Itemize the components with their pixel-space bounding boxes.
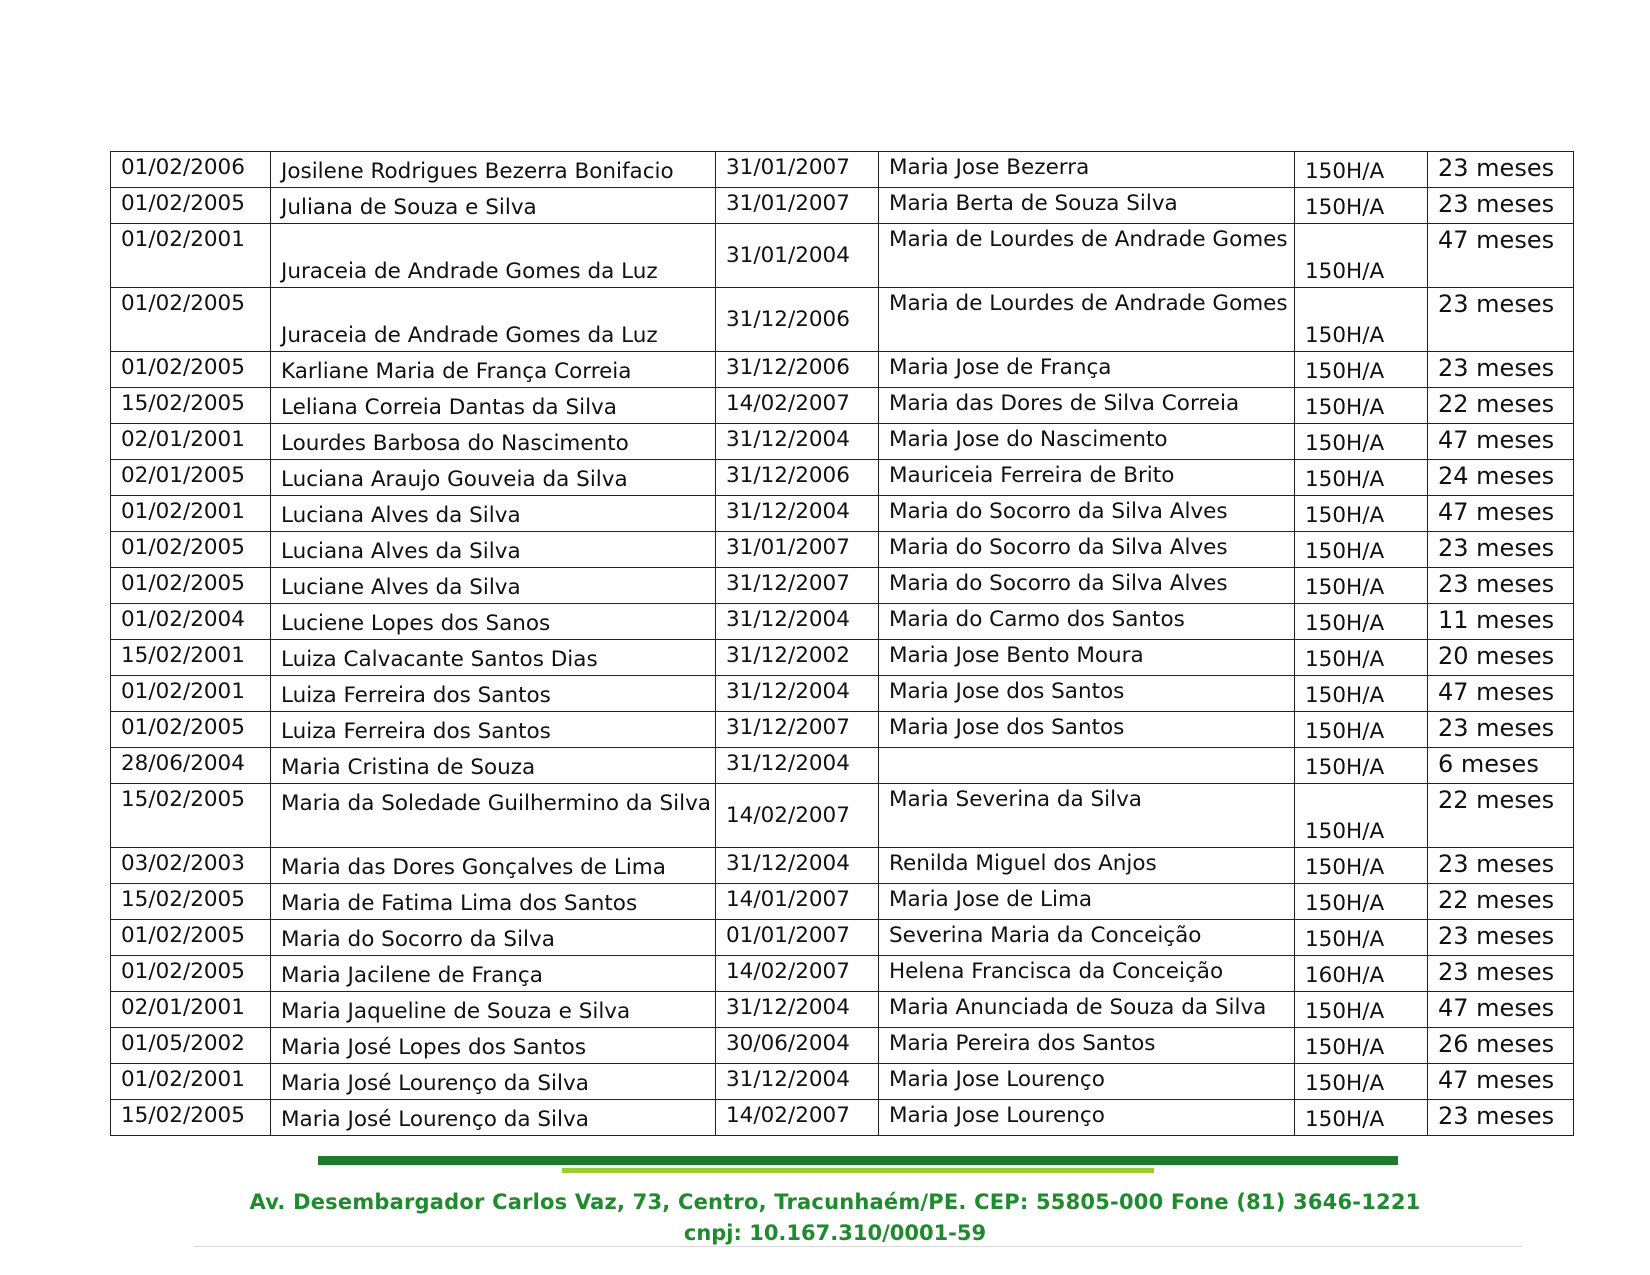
cell-hours: 150H/A [1295,1028,1428,1064]
cell-duration: 23 meses [1428,352,1574,388]
table-row [111,532,1574,568]
cell-duration: 23 meses [1428,288,1574,352]
cell-mother-name: Maria Jose dos Santos [879,712,1295,748]
cell-end-date: 31/12/2007 [716,568,879,604]
cell-end-date: 31/12/2004 [716,848,879,884]
table-row [111,920,1574,956]
cell-mother-name: Severina Maria da Conceição [879,920,1295,956]
cell-start-date: 01/02/2001 [111,676,271,712]
cell-end-date: 31/01/2004 [716,224,879,288]
table-row [111,568,1574,604]
cell-start-date: 03/02/2003 [111,848,271,884]
table-row [111,1064,1574,1100]
cell-mother-name: Maria Jose dos Santos [879,676,1295,712]
cell-duration: 47 meses [1428,676,1574,712]
table-row [111,1028,1574,1064]
cell-hours: 150H/A [1295,388,1428,424]
cell-end-date: 31/12/2006 [716,460,879,496]
records-body [111,152,1574,1136]
cell-hours: 150H/A [1295,496,1428,532]
cell-student-name: Maria José Lourenço da Silva [271,1064,716,1100]
cell-mother-name: Maria Berta de Souza Silva [879,188,1295,224]
cell-mother-name: Maria Anunciada de Souza da Silva [879,992,1295,1028]
cell-hours: 150H/A [1295,1100,1428,1136]
table-row [111,676,1574,712]
cell-duration: 23 meses [1428,712,1574,748]
table-row [111,460,1574,496]
cell-end-date: 31/12/2004 [716,604,879,640]
cell-duration: 22 meses [1428,388,1574,424]
cell-end-date: 14/02/2007 [716,1100,879,1136]
cell-end-date: 31/01/2007 [716,532,879,568]
cell-end-date: 31/12/2004 [716,992,879,1028]
cell-end-date: 01/01/2007 [716,920,879,956]
cell-duration: 11 meses [1428,604,1574,640]
cell-duration: 23 meses [1428,532,1574,568]
cell-hours: 150H/A [1295,568,1428,604]
cell-mother-name: Mauriceia Ferreira de Brito [879,460,1295,496]
footer-address: Av. Desembargador Carlos Vaz, 73, Centro, Tracunhaém/PE. CEP: 55805-000 Fone (81) 3646-1221 [249,1190,1421,1214]
cell-hours: 150H/A [1295,640,1428,676]
cell-mother-name: Maria Jose Bezerra [879,152,1295,188]
cell-student-name: Leliana Correia Dantas da Silva [271,388,716,424]
cell-mother-name: Maria do Socorro da Silva Alves [879,568,1295,604]
cell-hours: 160H/A [1295,956,1428,992]
cell-end-date: 31/12/2004 [716,676,879,712]
cell-hours: 150H/A [1295,920,1428,956]
cell-duration: 20 meses [1428,640,1574,676]
cell-duration: 47 meses [1428,224,1574,288]
cell-student-name: Karliane Maria de França Correia [271,352,716,388]
table-row [111,152,1574,188]
table-row [111,848,1574,884]
table-row [111,992,1574,1028]
cell-student-name: Juraceia de Andrade Gomes da Luz [271,288,716,352]
cell-start-date: 15/02/2005 [111,784,271,848]
cell-duration: 22 meses [1428,884,1574,920]
cell-hours: 150H/A [1295,992,1428,1028]
footer-divider [194,1246,1522,1247]
table-row [111,388,1574,424]
cell-hours: 150H/A [1295,848,1428,884]
cell-student-name: Maria de Fatima Lima dos Santos [271,884,716,920]
cell-end-date: 31/01/2007 [716,188,879,224]
cell-start-date: 01/02/2001 [111,1064,271,1100]
cell-start-date: 01/02/2001 [111,224,271,288]
cell-end-date: 30/06/2004 [716,1028,879,1064]
table-row [111,748,1574,784]
records-table [110,151,1574,1136]
cell-hours: 150H/A [1295,784,1428,848]
table-row [111,784,1574,848]
cell-student-name: Luiza Ferreira dos Santos [271,676,716,712]
cell-end-date: 31/12/2004 [716,424,879,460]
cell-start-date: 01/02/2005 [111,188,271,224]
cell-mother-name: Maria Pereira dos Santos [879,1028,1295,1064]
table-row [111,604,1574,640]
cell-mother-name: Renilda Miguel dos Anjos [879,848,1295,884]
cell-hours: 150H/A [1295,352,1428,388]
cell-end-date: 14/01/2007 [716,884,879,920]
cell-student-name: Maria das Dores Gonçalves de Lima [271,848,716,884]
cell-start-date: 15/02/2005 [111,884,271,920]
table-row [111,352,1574,388]
cell-start-date: 28/06/2004 [111,748,271,784]
cell-duration: 47 meses [1428,424,1574,460]
cell-start-date: 01/02/2005 [111,352,271,388]
cell-hours: 150H/A [1295,152,1428,188]
cell-student-name: Maria da Soledade Guilhermino da Silva [271,784,716,848]
cell-hours: 150H/A [1295,532,1428,568]
cell-duration: 23 meses [1428,1100,1574,1136]
cell-student-name: Luciane Alves da Silva [271,568,716,604]
cell-mother-name: Maria do Socorro da Silva Alves [879,496,1295,532]
cell-start-date: 01/02/2005 [111,532,271,568]
cell-end-date: 31/12/2006 [716,352,879,388]
cell-hours: 150H/A [1295,712,1428,748]
cell-student-name: Juliana de Souza e Silva [271,188,716,224]
cell-student-name: Luiza Calvacante Santos Dias [271,640,716,676]
table-row [111,640,1574,676]
cell-duration: 23 meses [1428,188,1574,224]
cell-start-date: 15/02/2005 [111,388,271,424]
cell-start-date: 01/02/2005 [111,288,271,352]
cell-hours: 150H/A [1295,884,1428,920]
cell-end-date: 31/12/2002 [716,640,879,676]
table-row [111,288,1574,352]
cell-end-date: 31/01/2007 [716,152,879,188]
cell-mother-name: Maria Jose de Lima [879,884,1295,920]
cell-mother-name: Maria Jose Lourenço [879,1100,1295,1136]
cell-mother-name: Helena Francisca da Conceição [879,956,1295,992]
cell-student-name: Luciana Araujo Gouveia da Silva [271,460,716,496]
table-row [111,1100,1574,1136]
cell-start-date: 15/02/2001 [111,640,271,676]
cell-duration: 47 meses [1428,1064,1574,1100]
cell-student-name: Luciene Lopes dos Sanos [271,604,716,640]
table-row [111,496,1574,532]
cell-hours: 150H/A [1295,460,1428,496]
cell-duration: 22 meses [1428,784,1574,848]
footer-bar-light [562,1168,1154,1173]
footer-cnpj: cnpj: 10.167.310/0001-59 [683,1221,987,1245]
cell-hours: 150H/A [1295,424,1428,460]
cell-student-name: Maria Jacilene de França [271,956,716,992]
cell-mother-name: Maria das Dores de Silva Correia [879,388,1295,424]
cell-duration: 47 meses [1428,992,1574,1028]
table-row [111,424,1574,460]
cell-hours: 150H/A [1295,288,1428,352]
cell-hours: 150H/A [1295,224,1428,288]
footer-bar-dark [318,1156,1398,1165]
cell-duration: 47 meses [1428,496,1574,532]
cell-end-date: 31/12/2004 [716,1064,879,1100]
cell-start-date: 01/02/2005 [111,956,271,992]
cell-end-date: 31/12/2004 [716,496,879,532]
cell-start-date: 02/01/2005 [111,460,271,496]
cell-start-date: 01/02/2005 [111,920,271,956]
cell-duration: 26 meses [1428,1028,1574,1064]
cell-hours: 150H/A [1295,748,1428,784]
cell-hours: 150H/A [1295,188,1428,224]
cell-student-name: Maria Jaqueline de Souza e Silva [271,992,716,1028]
table-row [111,224,1574,288]
cell-duration: 6 meses [1428,748,1574,784]
cell-mother-name: Maria do Carmo dos Santos [879,604,1295,640]
cell-student-name: Maria José Lourenço da Silva [271,1100,716,1136]
cell-start-date: 01/02/2005 [111,712,271,748]
cell-mother-name: Maria Jose Lourenço [879,1064,1295,1100]
cell-mother-name [879,748,1295,784]
cell-mother-name: Maria Severina da Silva [879,784,1295,848]
cell-mother-name: Maria Jose do Nascimento [879,424,1295,460]
cell-end-date: 31/12/2004 [716,748,879,784]
cell-hours: 150H/A [1295,676,1428,712]
cell-student-name: Maria Cristina de Souza [271,748,716,784]
cell-duration: 24 meses [1428,460,1574,496]
table-row [111,956,1574,992]
cell-end-date: 31/12/2006 [716,288,879,352]
cell-start-date: 01/02/2005 [111,568,271,604]
cell-student-name: Luiza Ferreira dos Santos [271,712,716,748]
cell-duration: 23 meses [1428,152,1574,188]
cell-student-name: Josilene Rodrigues Bezerra Bonifacio [271,152,716,188]
cell-hours: 150H/A [1295,604,1428,640]
table-row [111,188,1574,224]
cell-start-date: 01/02/2004 [111,604,271,640]
cell-student-name: Maria José Lopes dos Santos [271,1028,716,1064]
cell-student-name: Lourdes Barbosa do Nascimento [271,424,716,460]
cell-start-date: 01/05/2002 [111,1028,271,1064]
cell-mother-name: Maria de Lourdes de Andrade Gomes [879,288,1295,352]
cell-duration: 23 meses [1428,568,1574,604]
cell-end-date: 14/02/2007 [716,956,879,992]
cell-start-date: 02/01/2001 [111,424,271,460]
cell-student-name: Luciana Alves da Silva [271,532,716,568]
cell-student-name: Maria do Socorro da Silva [271,920,716,956]
cell-end-date: 31/12/2007 [716,712,879,748]
cell-student-name: Luciana Alves da Silva [271,496,716,532]
cell-mother-name: Maria Jose Bento Moura [879,640,1295,676]
cell-duration: 23 meses [1428,956,1574,992]
cell-student-name: Juraceia de Andrade Gomes da Luz [271,224,716,288]
cell-end-date: 14/02/2007 [716,784,879,848]
cell-start-date: 15/02/2005 [111,1100,271,1136]
cell-duration: 23 meses [1428,848,1574,884]
cell-duration: 23 meses [1428,920,1574,956]
table-row [111,712,1574,748]
cell-hours: 150H/A [1295,1064,1428,1100]
cell-end-date: 14/02/2007 [716,388,879,424]
cell-mother-name: Maria de Lourdes de Andrade Gomes [879,224,1295,288]
cell-start-date: 01/02/2001 [111,496,271,532]
cell-start-date: 02/01/2001 [111,992,271,1028]
table-row [111,884,1574,920]
cell-mother-name: Maria Jose de França [879,352,1295,388]
cell-mother-name: Maria do Socorro da Silva Alves [879,532,1295,568]
cell-start-date: 01/02/2006 [111,152,271,188]
